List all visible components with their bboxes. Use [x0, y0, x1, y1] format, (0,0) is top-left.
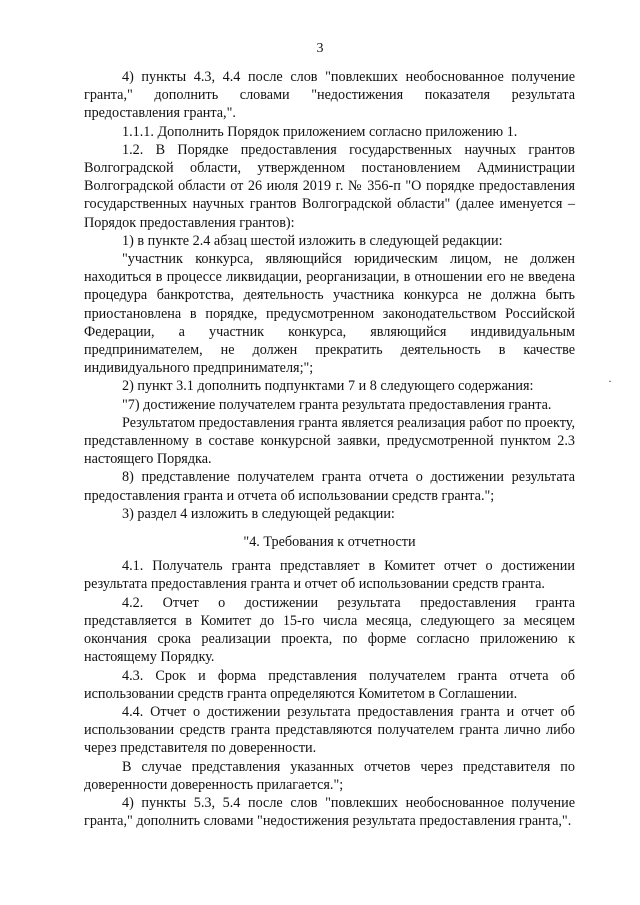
page-number: 3 [316, 41, 324, 56]
paragraph: Результатом предоставления гранта является реализация работ по проекту, представленному в составе конкурсной заявки, предусмотренной пунктом 2.3 настоящего Порядка. [84, 414, 575, 468]
paragraph: 3) раздел 4 изложить в следующей редакции: [122, 505, 395, 522]
section-paragraph: 4.3. Срок и форма представления получателем гранта отчета об использовании средств гранта определяются Комитетом в Соглашении. [84, 667, 575, 702]
paragraph: 8) представление получателем гранта отчета о достижении результата предоставления гранта и отчета об использовании средств гранта."; [84, 469, 575, 504]
section-paragraph: 4.4. Отчет о достижении результата предоставления гранта и отчет об использовании средств гранта представляются получателем гранта лично либо через представителя по доверенности. [84, 703, 575, 757]
document-body [84, 68, 575, 830]
section-paragraph: 4) пункты 5.3, 5.4 после слов "повлекших необоснованное получение гранта," дополнить словами "недостижения результата предоставления гранта,". [84, 794, 575, 830]
paragraph: 1) в пункте 2.4 абзац шестой изложить в следующей редакции: [122, 232, 503, 249]
paragraph: 1.2. В Порядке предоставления государственных научных грантов Волгоградской области, утвержденном постановлением Администрации Волгоградской области от 26 июля 2019 г. № 356-п "О порядке предоставления государственных научных грантов Волгоградской области" (далее именуется – Порядок предоставления грантов): [84, 141, 575, 231]
paragraph: "участник конкурса, являющийся юридическим лицом, не должен находиться в процессе ликвидации, реорганизации, в отношении его не введена процедура банкротства, деятельность участника конкурса не должна быть приостановлена в порядке, предусмотренном законодательством Российской Федерации, а участник конкурса, являющийся индивидуальным предпринимателем, не должен прекратить деятельность в качестве индивидуального предпринимателя;"; [84, 251, 575, 377]
paragraph: 2) пункт 3.1 дополнить подпунктами 7 и 8 следующего содержания: [122, 378, 534, 395]
paragraph: 1.1.1. Дополнить Порядок приложением согласно приложению 1. [122, 123, 518, 140]
section-heading: "4. Требования к отчетности [243, 534, 416, 551]
section-paragraph: В случае представления указанных отчетов через представителя по доверенности доверенность прилагается."; [84, 758, 575, 793]
section-paragraph: 4.2. Отчет о достижении результата предоставления гранта представляется в Комитет до 15-го числа месяца, следующего за месяцем окончания срока реализации проекта, по форме согласно приложению к настоящему Порядку. [84, 594, 575, 666]
margin-dot-mark: · [608, 374, 612, 388]
section-paragraph: 4.1. Получатель гранта представляет в Комитет отчет о достижении результата предоставления гранта и отчет об использовании средств гранта. [84, 558, 575, 593]
paragraph: "7) достижение получателем гранта результата предоставления гранта. [122, 396, 552, 413]
paragraph: 4) пункты 4.3, 4.4 после слов "повлекших необоснованное получение гранта," дополнить словами "недостижения показателя результата предоставления гранта,". [84, 69, 575, 122]
